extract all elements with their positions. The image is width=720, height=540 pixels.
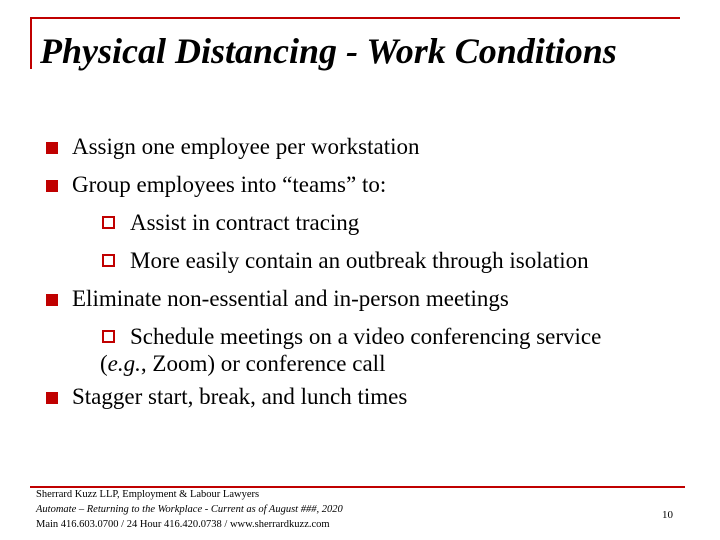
- footer-contact: Main 416.603.0700 / 24 Hour 416.420.0738 / www.sherrardkuzz.com: [36, 519, 330, 530]
- bullet-item: [45, 128, 685, 166]
- bullet-item: [45, 378, 685, 416]
- slide-title: Physical Distancing - Work Conditions: [40, 31, 617, 71]
- footer: [36, 487, 343, 532]
- bullet-text: Assign one employee per workstation: [72, 134, 420, 159]
- square-bullet-icon: [46, 392, 58, 404]
- eg-italic: e.g.: [107, 351, 141, 376]
- page-number: 10: [662, 509, 673, 521]
- footer-document: Automate – Returning to the Workplace - Current as of August ###, 2020: [36, 504, 343, 515]
- continuation-text: , Zoom) or conference call: [140, 351, 386, 376]
- hollow-square-bullet-icon: [102, 254, 115, 267]
- bullet-list: [45, 128, 685, 416]
- bullet-text: Group employees into “teams” to:: [72, 172, 387, 197]
- square-bullet-icon: [46, 294, 58, 306]
- sub-bullet-text: Schedule meetings on a video conferencing service: [130, 324, 602, 349]
- square-bullet-icon: [46, 180, 58, 192]
- bullet-text: Eliminate non-essential and in-person meetings: [72, 286, 509, 311]
- bullet-text: Stagger start, break, and lunch times: [72, 384, 408, 409]
- square-bullet-icon: [46, 142, 58, 154]
- hollow-square-bullet-icon: [102, 216, 115, 229]
- bullet-item: [45, 166, 685, 204]
- sub-bullet-continuation: (e.g., Zoom) or conference call: [100, 351, 386, 376]
- sub-bullet-text: Assist in contract tracing: [130, 210, 360, 235]
- sub-bullet-text: More easily contain an outbreak through isolation: [130, 248, 589, 273]
- hollow-square-bullet-icon: [102, 330, 115, 343]
- bullet-item: [45, 280, 685, 318]
- sub-bullet-item: [45, 204, 685, 242]
- footer-firm: Sherrard Kuzz LLP, Employment & Labour Lawyers: [36, 489, 260, 500]
- sub-bullet-item: [45, 242, 685, 280]
- sub-bullet-item: [45, 318, 685, 378]
